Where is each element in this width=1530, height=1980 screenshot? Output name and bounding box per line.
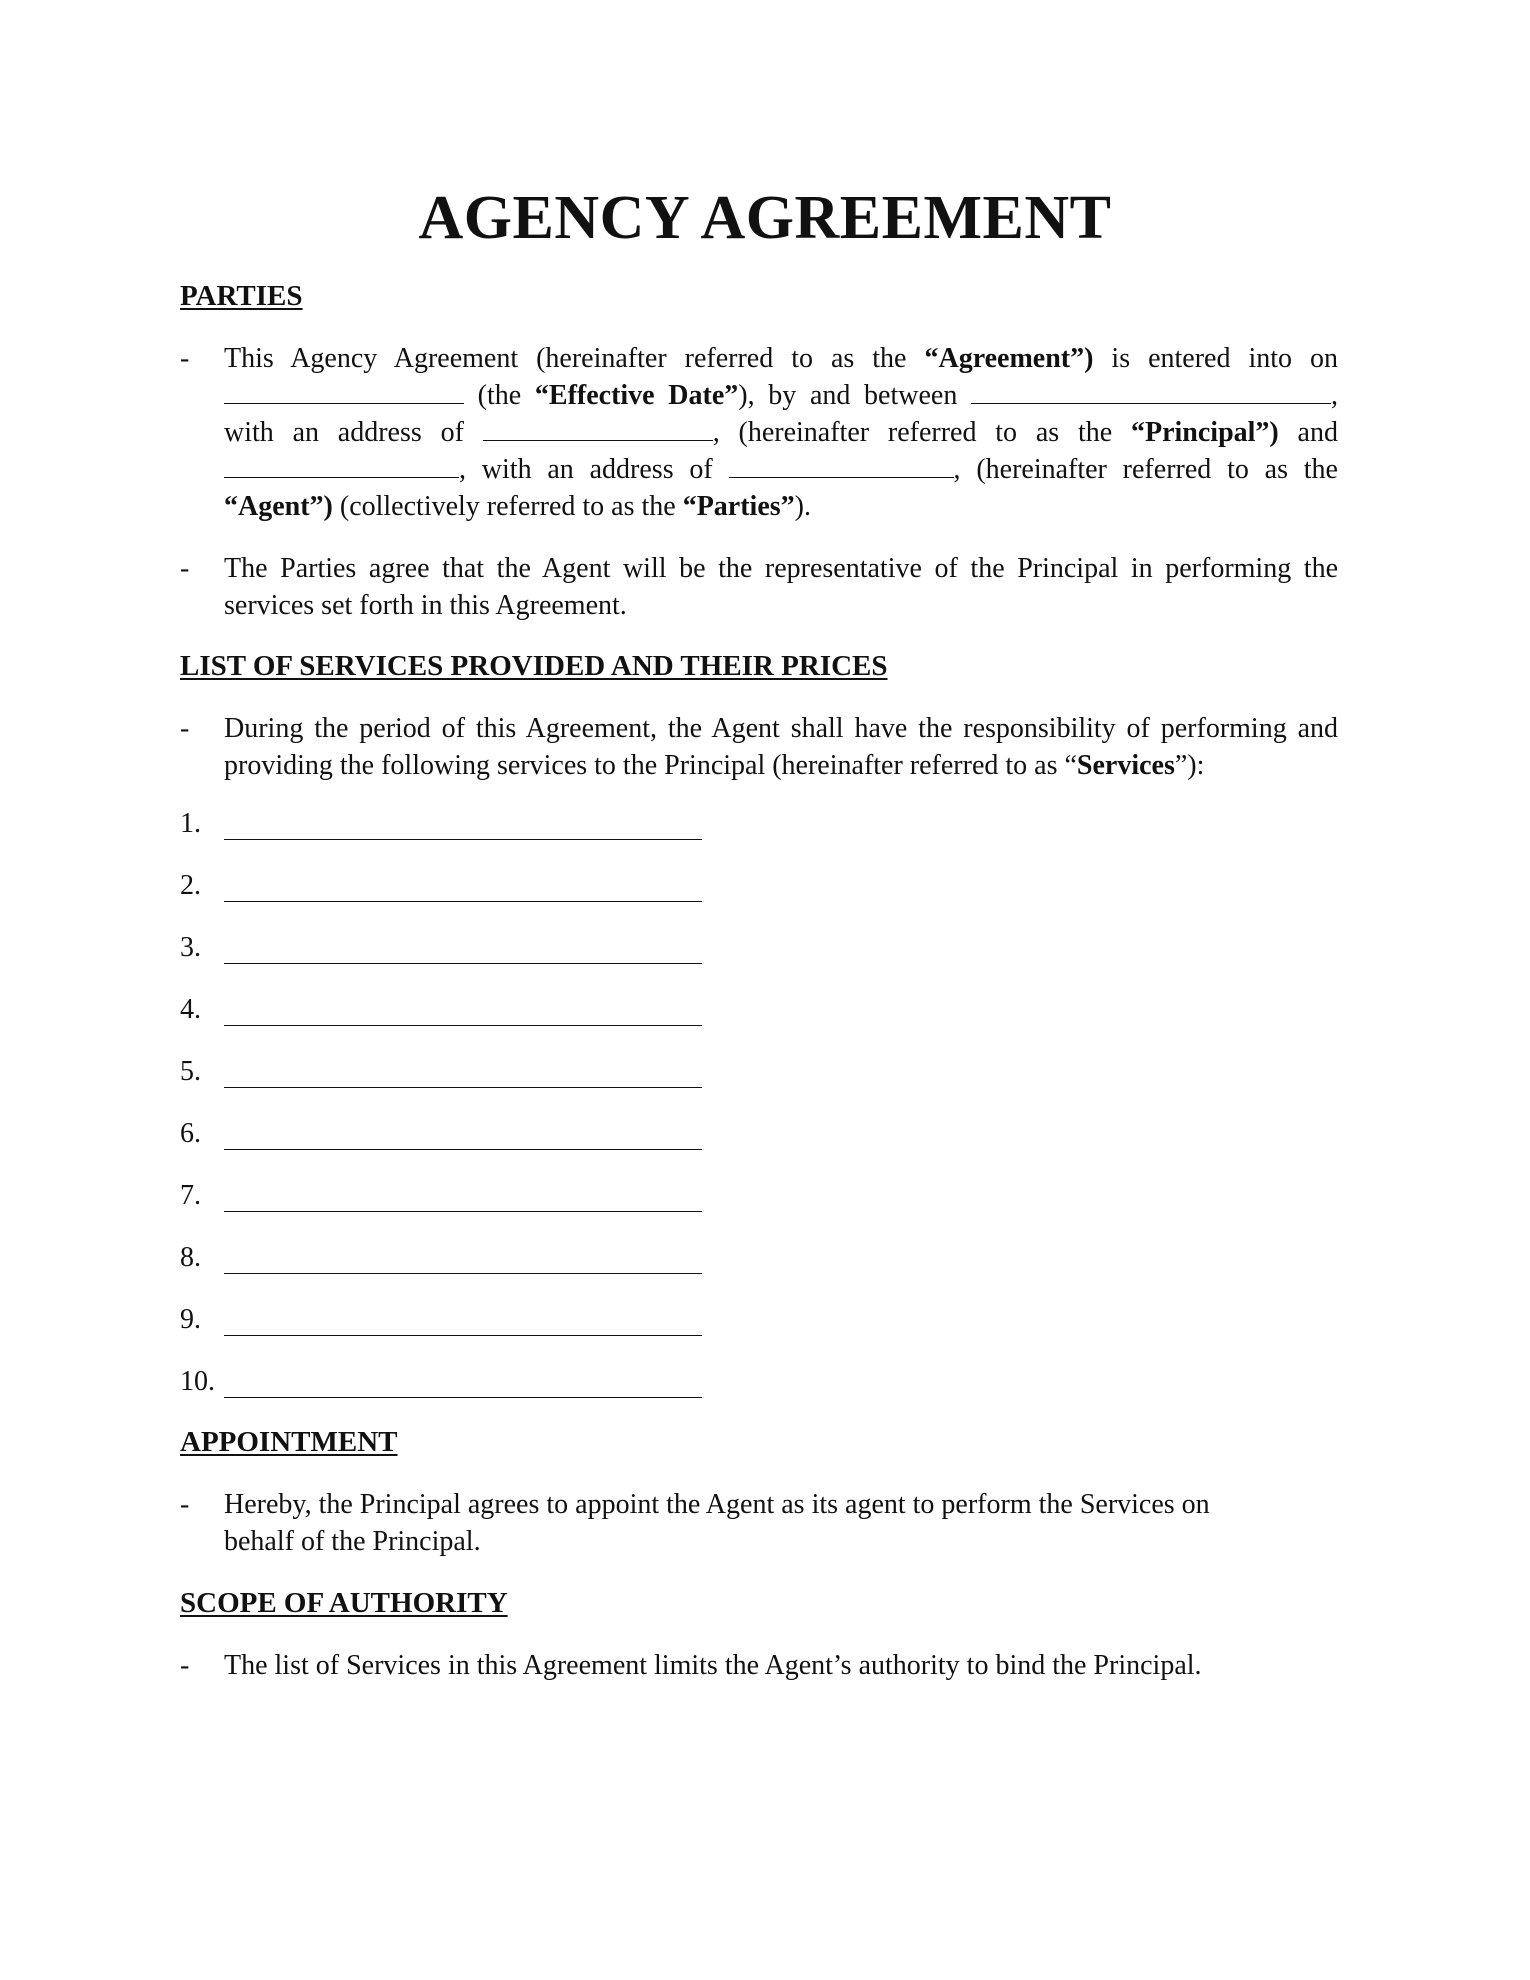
service-blank[interactable] [224, 901, 702, 902]
service-number: 10. [180, 1366, 215, 1397]
section-heading-appointment: APPOINTMENT [180, 1426, 398, 1458]
service-blank[interactable] [224, 1273, 702, 1274]
service-blank[interactable] [224, 1025, 702, 1026]
principal-name-blank[interactable] [971, 379, 1331, 404]
term-effective-date: “Effective Date” [534, 380, 739, 411]
term-agent: “Agent”) [224, 491, 333, 522]
parties-paragraph-2 [180, 550, 1338, 630]
bullet-dash: - [180, 1489, 190, 1520]
service-number: 3. [180, 932, 201, 963]
agent-address-blank[interactable] [729, 453, 954, 478]
service-blank[interactable] [224, 1149, 702, 1150]
service-number: 6. [180, 1118, 201, 1149]
service-blank[interactable] [224, 1211, 702, 1212]
service-blank[interactable] [224, 1397, 702, 1398]
bullet-dash: - [180, 553, 190, 584]
term-agreement: “Agreement”) [924, 343, 1094, 374]
bullet-dash: - [180, 713, 190, 744]
services-paragraph-1 [180, 710, 1338, 790]
service-number: 8. [180, 1242, 201, 1273]
parties-paragraph-1 [180, 340, 1338, 530]
service-number: 1. [180, 808, 201, 839]
principal-address-blank[interactable] [483, 416, 713, 441]
section-heading-scope: SCOPE OF AUTHORITY [180, 1587, 508, 1619]
section-heading-services: LIST OF SERVICES PROVIDED AND THEIR PRICES [180, 650, 888, 682]
service-number: 4. [180, 994, 201, 1025]
scope-paragraph-1-text: The list of Services in this Agreement limits the Agent’s authority to bind the Principal. [224, 1650, 1202, 1681]
parties-paragraph-2-text: The Parties agree that the Agent will be the representative of the Principal in performing the services set forth in this Agreement. [224, 553, 1338, 621]
bullet-dash: - [180, 343, 190, 374]
parties-paragraph-1-text: This Agency Agreement (hereinafter referred to as the “Agreement”) is entered into on (the “Effective Date”), by and between , with an address of , (hereinafter referred to as the “Principal”) and , with an address of , (hereinafter referred to as the “Agent”) (collectively referred to as the “Parties”). [224, 343, 1339, 522]
term-parties: “Parties” [682, 491, 795, 522]
service-blank[interactable] [224, 1087, 702, 1088]
agent-name-blank[interactable] [224, 453, 459, 478]
service-number: 7. [180, 1180, 201, 1211]
service-number: 2. [180, 870, 201, 901]
effective-date-blank[interactable] [224, 379, 464, 404]
services-paragraph-1-text: During the period of this Agreement, the Agent shall have the responsibility of performing and providing the following services to the Principal (hereinafter referred to as “Services”): [224, 713, 1338, 781]
service-number: 9. [180, 1304, 201, 1335]
section-heading-parties: PARTIES [180, 280, 303, 312]
bullet-dash: - [180, 1650, 190, 1681]
service-blank[interactable] [224, 1335, 702, 1336]
appointment-paragraph-1 [180, 1486, 1338, 1566]
scope-paragraph-1 [180, 1647, 1338, 1689]
term-services: Services [1076, 750, 1175, 781]
service-blank[interactable] [224, 963, 702, 964]
service-number: 5. [180, 1056, 201, 1087]
document-title: AGENCY AGREEMENT [418, 184, 1112, 252]
appointment-paragraph-1-text: Hereby, the Principal agrees to appoint the Agent as its agent to perform the Services on behalf of the Principal. [224, 1489, 1210, 1557]
service-blank[interactable] [224, 839, 702, 840]
term-principal: “Principal”) [1130, 417, 1279, 448]
